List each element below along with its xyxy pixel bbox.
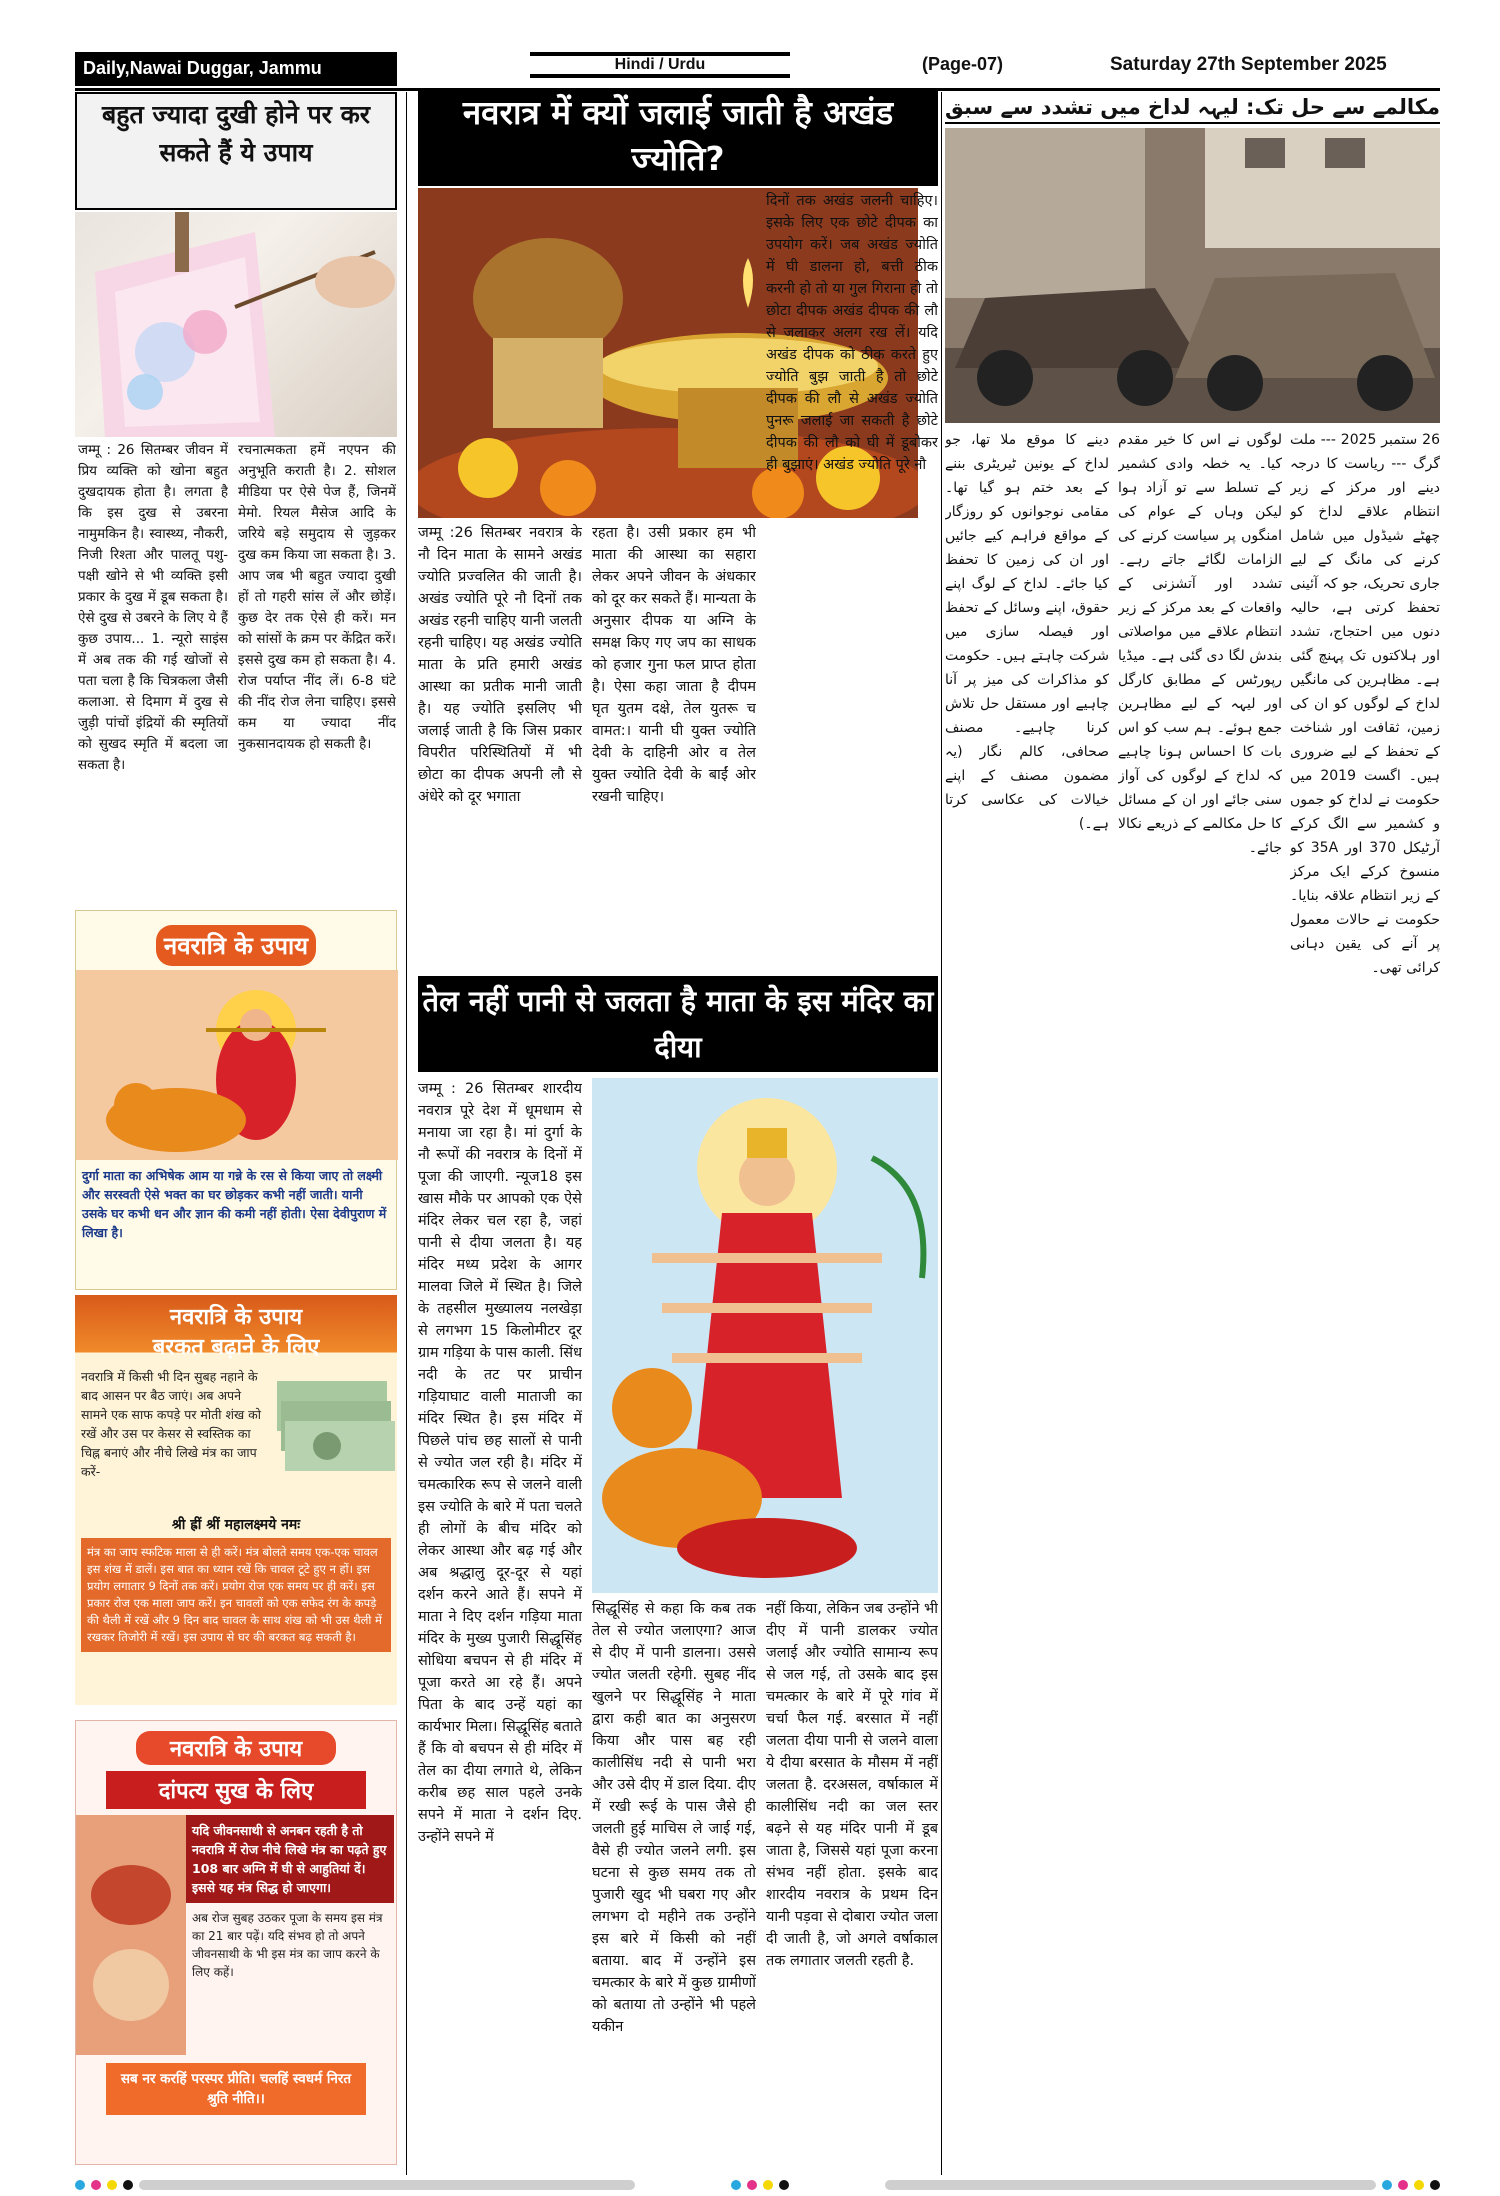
urdu-col-left: دینے کا موقع ملا تھا، جو لداخ کے یونین ٹیریٹری بننے کے بعد ختم ہو گیا تھا۔ مقامی نوجوانوں کو روزگار کے مواقع فراہم کیے جائیں اور ان کی زمین کا تحفظ کیا جائے۔ لداخ کے لوگ اپنے حقوق، اپنے وسائل کے تحفظ اور فیصلہ سازی میں شرکت چاہتے ہیں۔ حکومت کو مذاکرات کی میز پر آنا چاہیے اور مستقل حل تلاش کرنا چاہیے۔ مصنف صحافی، کالم نگار (یہ مضمون مصنف کے اپنے خیالات کی عکاسی کرتا ہے۔) — [945, 432, 1109, 832]
color-dot — [731, 2180, 741, 2190]
durga-lion-icon — [76, 970, 398, 1160]
lamp-headline: नवरात्र में क्यों जलाई जाती है अखंड ज्योति? — [418, 90, 938, 186]
color-dot — [123, 2180, 133, 2190]
lamp-col-2: रहता है। उसी प्रकार हम भी माता की आस्था का सहारा लेकर अपने जीवन के अंधकार को दूर कर सकते हैं। मान्यता के अनुसार दीपक या अग्नि के समक्ष किए गए जप का साधक को हजार गुना फल प्राप्त होता है। ऐसा कहा जाता है दीपम घृत युतम दक्षे, तेल युतरू च वामत:। यानी घी युक्त ज्योति देवी के दाहिनी ओर व तेल युक्त ज्योति देवी के बाईं ओर रखनी चाहिए। — [592, 525, 756, 805]
wedding-hands-icon — [76, 1815, 186, 2055]
ad-navratri-2 — [75, 1295, 397, 1705]
temple-col-3: नहीं किया, लेकिन जब उन्होंने भी दीए में पानी डालकर ज्योत जलाई और ज्योति सामान्य रूप से जल गई, तो उसके बाद इस चमत्कार के बारे में पूरे गांव में चर्चा फैल गई. बरसात में नहीं जलता दीया पानी से जलने वाला ये दीया बरसात के मौसम में नहीं जलता है. दरअसल, वर्षाकाल में कालीसिंध नदी का जल स्तर बढ़ने से यह मंदिर पानी में डूब जाता है, जिससे यहां पूजा करना संभव नहीं होता. इसके बाद शारदीय नवरात्र के प्रथम दिन यानी पड़वा से दोबारा ज्योत जला दी जाती है, जो अगले वर्षाकाल तक लगातार जलती रहती है. — [766, 1601, 938, 1969]
footer-bar — [139, 2180, 635, 2190]
issue-date: Saturday 27th September 2025 — [1110, 54, 1387, 75]
color-dot — [1414, 2180, 1424, 2190]
footer-bar — [885, 2180, 1376, 2190]
ad3-lines2: अब रोज सुबह उठकर पूजा के समय इस मंत्र का 21 बार पढ़ें। यदि संभव हो तो अपने जीवनसाथी के भी इस मंत्र का जाप करने के लिए कहें। — [192, 1911, 383, 1979]
color-dot — [75, 2180, 85, 2190]
ad-navratri-3 — [75, 1720, 397, 2165]
temple-col-2: सिद्धूसिंह से कहा कि कब तक तेल से ज्योत जलाएगा? आज से दीए में पानी डालना। उससे ज्योत जलती रहेगी. सुबह नींद खुलने पर सिद्धूसिंह ने माता द्वारा कही बात का अनुसरण किया और पास बह रही कालीसिंध नदी से पानी भरा और उसे दीए में डाल दिया. दीए में रखी रूई के पास जैसे ही जलती हुई माचिस ले जाई गई, वैसे ही ज्योत जलने लगी. इस घटना से कुछ समय तक तो पुजारी खुद भी घबरा गए और लगभग दो महीने तक उन्होंने इस बारे में किसी को नहीं बताया. बाद में उन्होंने इस चमत्कार के बारे में कुछ ग्रामीणों को बताया तो उन्होंने भी पहले यकीन — [592, 1601, 756, 2035]
temple-col-1: जम्मू : 26 सितम्बर शारदीय नवरात्र पूरे देश में धूमधाम से मनाया जा रहा है। मां दुर्गा के नौ रूपों की नवरात्र के दिनों में पूजा की जाएगी. न्यूज18 इस खास मौके पर आपको एक ऐसे मंदिर लेकर चल रहा है, जहां पानी से दीया जलता है। यह मंदिर मध्य प्रदेश के आगर मालवा जिले में स्थित है। जिले के तहसील मुख्यालय नलखेड़ा से लगभग 15 किलोमीटर दूर ग्राम गड़िया के पास काली. सिंध नदी के तट पर प्राचीन गड़ियाघाट वाली माताजी का मंदिर स्थित है। इस मंदिर में पिछले पांच छह सालों से पानी से ज्योत जल रही है। मंदिर में चमत्कारिक रूप से जलने वाली इस ज्योति के बारे में पता चलते ही लोगों के बीच मंदिर को लेकर आस्था और बढ़ गई और अब श्रद्धालु दूर-दूर से यहां दर्शन करने आते हैं। सपने में माता ने दिए दर्शन गड़िया माता मंदिर के मुख्य पुजारी सिद्धूसिंह सोधिया बचपन से ही मंदिर में पूजा करते आ रहे हैं। अपने पिता के बाद उन्हें यहां का कार्यभार मिला। सिद्धूसिंह बताते हैं कि वो बचपन से ही मंदिर में तेल का दीया लगाते थे, लेकिन करीब छह साल पहले उनके सपने में माता ने दर्शन दिए. उन्होंने सपने में — [418, 1081, 582, 1845]
color-dot — [763, 2180, 773, 2190]
color-dot — [1398, 2180, 1408, 2190]
left-headline: बहुत ज्यादा दुखी होने पर कर सकते हैं ये उपाय — [101, 100, 371, 167]
lamp-col-1: जम्मू :26 सितम्बर नवरात्र के नौ दिन माता के सामने अखंड ज्योति प्रज्वलित की जाती है। अखंड ज्योति पूरे नौ दिनों तक अखंड रहनी चाहिए यानी जलती रहनी चाहिए। यह अखंड ज्योति माता के प्रति हमारी अखंड आस्था का प्रतीक मानी जाती है। यह ज्योति इसलिए भी जलाई जाती है कि जिस प्रकार विपरीत परिस्थितियों में भी छोटा का दीपक अपनी लौ से अंधेरे को दूर भगाता — [418, 525, 582, 805]
page-number: (Page-07) — [922, 54, 1004, 74]
ad2-subtitle: बरकत बढ़ाने के लिए — [152, 1335, 320, 1360]
temple-headline: तेल नहीं पानी से जलता है माता के इस मंदिर का दीया — [418, 976, 938, 1072]
color-dot — [779, 2180, 789, 2190]
ad3-subtitle: दांपत्य सुख के लिए — [158, 1779, 314, 1804]
painting-icon — [75, 212, 397, 437]
left-body-a: जम्मू : 26 सितम्बर जीवन में प्रिय व्यक्ति को खोना बहुत दुखदायक होता है। लगता है कि इस दुख से उबरना नामुमकिन है। स्वास्थ्य, नौकरी, निजी रिश्ता और पालतू पशु-पक्षी खोने से भी व्यक्ति इसी प्रकार के दुख में डूब सकता है। ऐसे दुख से उबरने के लिए ये हैं कुछ उपाय... 1. न्यूरो साइंस में अब तक की गई खोजों से पता चला है कि चित्रकला जैसी कलाआ. से दिमाग में दुख से जुड़ी पांचों इंद्रियों की स्मृतियों को सुखद स्मृति में बदला जा सकता है। — [78, 442, 228, 773]
ad2-mantra: श्री ह्रीं श्रीं महालक्ष्मये नमः — [171, 1517, 301, 1533]
footer-strip-right — [885, 2178, 1440, 2192]
ad2-lines: नवरात्रि में किसी भी दिन सुबह नहाने के बाद आसन पर बैठ जाएं। अब अपने सामने एक साफ कपड़े पर मोती शंख को रखें और उस पर केसर से स्वस्तिक का चिह्न बनाएं और नीचे लिखे मंत्र का जाप करें- — [81, 1369, 261, 1479]
burnt-cars-image — [945, 128, 1440, 423]
footer-strip-mid — [645, 2178, 875, 2192]
color-dot — [107, 2180, 117, 2190]
ad1-title: नवरात्रि के उपाय — [163, 932, 309, 960]
goddess-durga-icon — [592, 1078, 938, 1593]
separator — [941, 92, 942, 2175]
language-label: Hindi / Urdu — [530, 52, 790, 74]
paper-name: Daily,Nawai Duggar, Jammu — [75, 52, 397, 86]
ad-navratri-1 — [75, 910, 397, 1290]
ad3-title: नवरात्रि के उपाय — [169, 1737, 303, 1762]
lamp-col-3: दिनों तक अखंड जलनी चाहिए। इसके लिए एक छोटे दीपक का उपयोग करें। जब अखंड ज्योति में घी डालना हो, बत्ती ठीक करनी हो तो या गुल गिराना हो तो छोटा दीपक अखंड दीपक की लौ से जलाकर अलग रख लें। यदि अखंड दीपक को ठीक करते हुए ज्योति बुझ जाती है तो छोटे दीपक की लौ से अखंड ज्योति पुनरू जलाई जा सकती है छोटे दीपक की लौ को घी में डूबोकर ही बुझाएं। अखंड ज्योति पूरे नौ — [766, 193, 938, 473]
ad2-title: नवरात्रि के उपाय — [169, 1305, 303, 1330]
ad3-mantra: सब नर करहिं परस्पर प्रीति। चलहिं स्वधर्म निरत श्रुति नीति।। — [106, 2063, 366, 2115]
color-dot — [91, 2180, 101, 2190]
color-dot — [747, 2180, 757, 2190]
footer-strip-left — [75, 2178, 635, 2192]
urdu-headline: مکالمے سے حل تک: لیہہ لداخ میں تشدد سے سبق — [945, 90, 1440, 124]
ad1-caption: दुर्गा माता का अभिषेक आम या गन्ने के रस से किया जाए तो लक्ष्मी और सरस्वती ऐसे भक्त का घर छोड़कर कभी नहीं जाती। यानी उसके घर कभी धन और ज्ञान की कमी नहीं होती। ऐसा देवीपुराण में लिखा है। — [82, 1168, 387, 1240]
urdu-col-right: 26 ستمبر 2025 --- ملت گرگ --- ریاست کا درجہ دینے اور مرکز کے زیر انتظام علاقے لداخ کو چھٹے شیڈول میں شامل کرنے کی مانگ کے لیے جاری تحریک، جو کہ آئینی تحفظ کرتی ہے، حالیہ دنوں میں احتجاج، تشدد اور ہلاکتوں تک پہنچ گئی ہے۔ مظاہرین کی مانگیں لداخ کے لوگوں کو ان کی زمین، ثقافت اور شناخت کے تحفظ کے لیے ضروری ہیں۔ اگست 2019 میں حکومت نے لداخ کو جموں و کشمیر سے الگ کرکے آرٹیکل 370 اور 35A کو منسوخ کرکے ایک مرکز کے زیر انتظام علاقہ بنایا۔ حکومت نے حالات معمول پر آنے کی یقین دہانی کرائی تھی۔ — [1290, 432, 1440, 976]
urdu-col-mid: لوگوں نے اس کا خیر مقدم کیا۔ یہ خطہ وادی کشمیر کے تسلط سے تو آزاد ہوا لیکن وہاں کے عوام کی امنگوں پر سیاست کرنے کی الزامات لگائے جاتے رہے۔ تشدد اور آتشزنی کے واقعات کے بعد مرکز کے زیر انتظام علاقے میں مواصلاتی بندش لگا دی گئی ہے۔ میڈیا رپورٹس کے مطابق کارگل اور لیہہ کے لیے مظاہرین جمع ہوئے۔ ہم سب کو اس بات کا احساس ہونا چاہیے کہ لداخ کے لوگوں کی آواز سنی جائے اور ان کے مسائل کا حل مکالمے کے ذریعے نکالا جائے۔ — [1118, 432, 1282, 856]
burnt-cars-icon — [945, 128, 1440, 423]
color-dot — [1430, 2180, 1440, 2190]
money-icon — [267, 1361, 397, 1511]
left-body-b: रचनात्मकता हमें नएपन की अनुभूति कराती है। 2. सोशल मीडिया पर ऐसे पेज हैं, जिनमें मेमो. रियल मैसेज आदि के जरिये बड़े समुदाय से जुड़कर दुख कम किया जा सकता है। 3. आप जब भी बहुत ज्यादा दुखी हों तो गहरी सांस लें और छोड़ें। कुछ देर तक ऐसे ही करें। मन को सांसों के क्रम पर केंद्रित करें। इससे दुख कम हो सकता है। 4. रोज पर्याप्त नींद लें। 6-8 घंटे की नींद रोज लेना चाहिए। इससे कम या ज्यादा नींद नुकसानदायक हो सकती है। — [238, 442, 396, 752]
ad2-footer: मंत्र का जाप स्फटिक माला से ही करें। मंत्र बोलते समय एक-एक चावल इस शंख में डालें। इस बात का ध्यान रखें कि चावल टूटे हुए न हों। इस प्रयोग लगातार 9 दिनों तक करें। प्रयोग रोज एक समय पर ही करें। इस प्रकार रोज एक माला जाप करें। इन चावलों को एक सफेद रंग के कपड़े की थैली में रखें और 9 दिन बाद चावल के साथ शंख को भी उस थैली में रखकर तिजोरी में रखें। इस उपाय से घर की बरकत बढ़ सकती है। — [81, 1538, 391, 1652]
painting-image — [75, 212, 397, 437]
ad3-subtitle-box — [106, 1771, 366, 1809]
durga-image — [592, 1078, 938, 1593]
color-dot — [1382, 2180, 1392, 2190]
separator — [406, 92, 407, 2175]
left-headline-box — [75, 92, 397, 210]
ad3-lines: यदि जीवनसाथी से अनबन रहती है तो नवरात्रि में रोज नीचे लिखे मंत्र का पढ़ते हुए 108 बार अग्नि में घी से आहुतियां दें। इससे यह मंत्र सिद्ध हो जाएगा। — [186, 1815, 394, 1903]
ad1-banner — [156, 925, 316, 966]
